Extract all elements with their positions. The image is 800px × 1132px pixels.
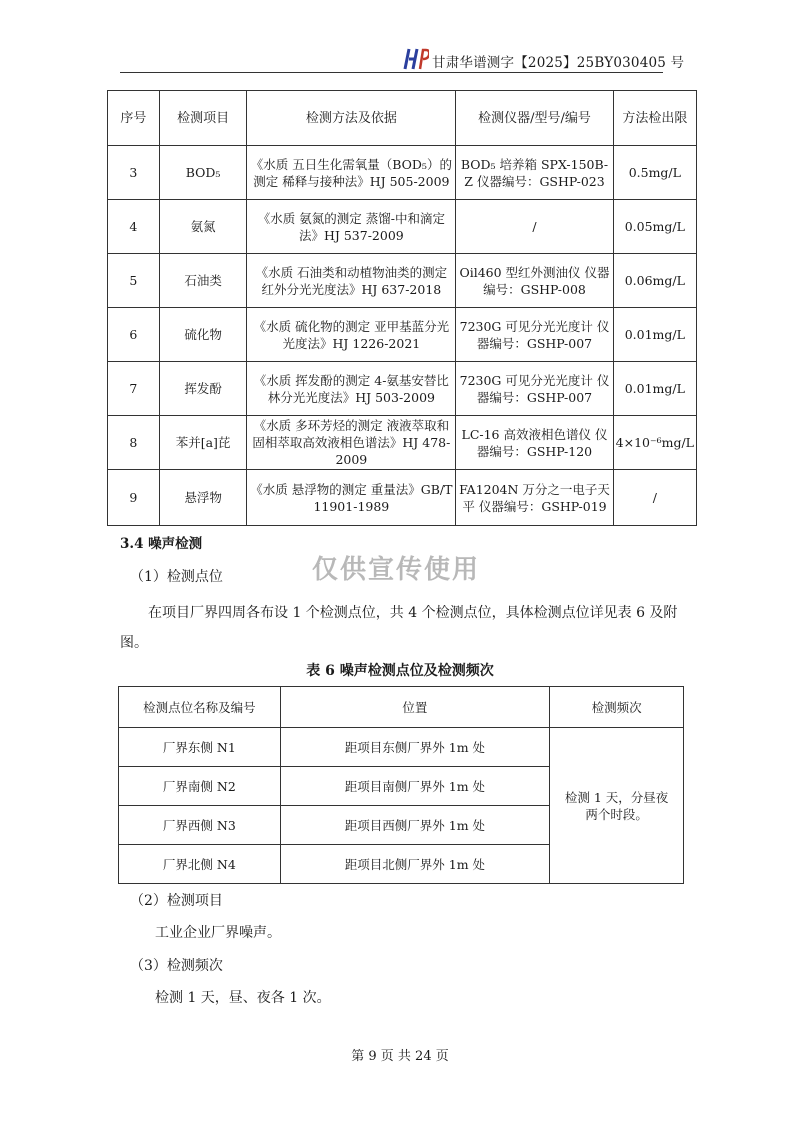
row-no: 9 xyxy=(108,470,160,526)
table-row xyxy=(108,416,697,470)
point-position: 距项目南侧厂界外 1m 处 xyxy=(280,767,549,806)
frequency-cell: 检测 1 天，分昼夜两个时段。 xyxy=(550,728,684,884)
header-point-name: 检测点位名称及编号 xyxy=(119,687,281,728)
row-item: 石油类 xyxy=(159,254,247,308)
page-header xyxy=(120,46,685,74)
table-row xyxy=(108,362,697,416)
point-name: 厂界北侧 N4 xyxy=(119,845,281,884)
row-no: 6 xyxy=(108,308,160,362)
header-no: 序号 xyxy=(108,91,160,146)
row-limit: 0.06mg/L xyxy=(613,254,696,308)
row-method: 《水质 硫化物的测定 亚甲基蓝分光光度法》HJ 1226-2021 xyxy=(247,308,456,362)
table6-caption: 表 6 噪声检测点位及检测频次 xyxy=(306,663,494,679)
row-instrument: / xyxy=(456,200,613,254)
noise-point-table xyxy=(118,686,684,884)
point-position: 距项目西侧厂界外 1m 处 xyxy=(280,806,549,845)
table-row xyxy=(108,470,697,526)
row-method: 《水质 氨氮的测定 蒸馏-中和滴定法》HJ 537-2009 xyxy=(247,200,456,254)
table-row xyxy=(108,200,697,254)
subheading-items: （2）检测项目 xyxy=(130,893,223,909)
row-method: 《水质 石油类和动植物油类的测定 红外分光光度法》HJ 637-2018 xyxy=(247,254,456,308)
header-item: 检测项目 xyxy=(159,91,247,146)
row-limit: / xyxy=(613,470,696,526)
table-header-row xyxy=(108,91,697,146)
row-method: 《水质 多环芳烃的测定 液液萃取和固相萃取高效液相色谱法》HJ 478-2009 xyxy=(247,416,456,470)
row-no: 5 xyxy=(108,254,160,308)
row-instrument: BOD₅ 培养箱 SPX-150B-Z 仪器编号：GSHP-023 xyxy=(456,146,613,200)
point-position: 距项目北侧厂界外 1m 处 xyxy=(280,845,549,884)
report-number: 甘肃华谱测字【2025】25BY030405 号 xyxy=(432,55,685,71)
row-item: 苯并[a]芘 xyxy=(159,416,247,470)
header-method: 检测方法及依据 xyxy=(247,91,456,146)
page-number: 第 9 页 共 24 页 xyxy=(351,1049,449,1064)
header-limit: 方法检出限 xyxy=(613,91,696,146)
header-position: 位置 xyxy=(280,687,549,728)
row-instrument: 7230G 可见分光光度计 仪器编号：GSHP-007 xyxy=(456,308,613,362)
header-instrument: 检测仪器/型号/编号 xyxy=(456,91,613,146)
paragraph-frequency: 检测 1 天，昼、夜各 1 次。 xyxy=(155,990,331,1006)
paragraph-items: 工业企业厂界噪声。 xyxy=(155,925,281,941)
row-item: 硫化物 xyxy=(159,308,247,362)
point-position: 距项目东侧厂界外 1m 处 xyxy=(280,728,549,767)
watermark: 仅供宣传使用 xyxy=(312,555,481,585)
row-no: 3 xyxy=(108,146,160,200)
table-header-row xyxy=(119,687,684,728)
section-title: 3.4 噪声检测 xyxy=(120,536,203,552)
row-instrument: Oil460 型红外测油仪 仪器编号：GSHP-008 xyxy=(456,254,613,308)
row-instrument: 7230G 可见分光光度计 仪器编号：GSHP-007 xyxy=(456,362,613,416)
row-method: 《水质 五日生化需氧量（BOD₅）的测定 稀释与接种法》HJ 505-2009 xyxy=(247,146,456,200)
row-no: 4 xyxy=(108,200,160,254)
row-limit: 0.01mg/L xyxy=(613,308,696,362)
table-row xyxy=(108,254,697,308)
paragraph-points: 在项目厂界四周各布设 1 个检测点位，共 4 个检测点位，具体检测点位详见表 6 及附图。 xyxy=(120,605,678,651)
row-method: 《水质 挥发酚的测定 4-氨基安替比林分光光度法》HJ 503-2009 xyxy=(247,362,456,416)
row-no: 7 xyxy=(108,362,160,416)
row-item: 悬浮物 xyxy=(159,470,247,526)
row-instrument: FA1204N 万分之一电子天平 仪器编号：GSHP-019 xyxy=(456,470,613,526)
row-instrument: LC-16 高效液相色谱仪 仪器编号：GSHP-120 xyxy=(456,416,613,470)
point-name: 厂界东侧 N1 xyxy=(119,728,281,767)
subheading-frequency: （3）检测频次 xyxy=(130,958,223,974)
row-limit: 0.05mg/L xyxy=(613,200,696,254)
table-row xyxy=(119,728,684,767)
row-limit: 0.5mg/L xyxy=(613,146,696,200)
subheading-points: （1）检测点位 xyxy=(130,569,223,585)
row-method: 《水质 悬浮物的测定 重量法》GB/T 11901-1989 xyxy=(247,470,456,526)
point-name: 厂界西侧 N3 xyxy=(119,806,281,845)
row-no: 8 xyxy=(108,416,160,470)
detection-method-table xyxy=(107,90,697,526)
row-item: 挥发酚 xyxy=(159,362,247,416)
table-row xyxy=(108,146,697,200)
row-item: BOD₅ xyxy=(159,146,247,200)
point-name: 厂界南侧 N2 xyxy=(119,767,281,806)
row-item: 氨氮 xyxy=(159,200,247,254)
row-limit: 4×10⁻⁶mg/L xyxy=(613,416,696,470)
header-rule xyxy=(120,72,663,73)
header-frequency: 检测频次 xyxy=(550,687,684,728)
table-row xyxy=(108,308,697,362)
row-limit: 0.01mg/L xyxy=(613,362,696,416)
hp-logo-icon xyxy=(403,48,429,70)
